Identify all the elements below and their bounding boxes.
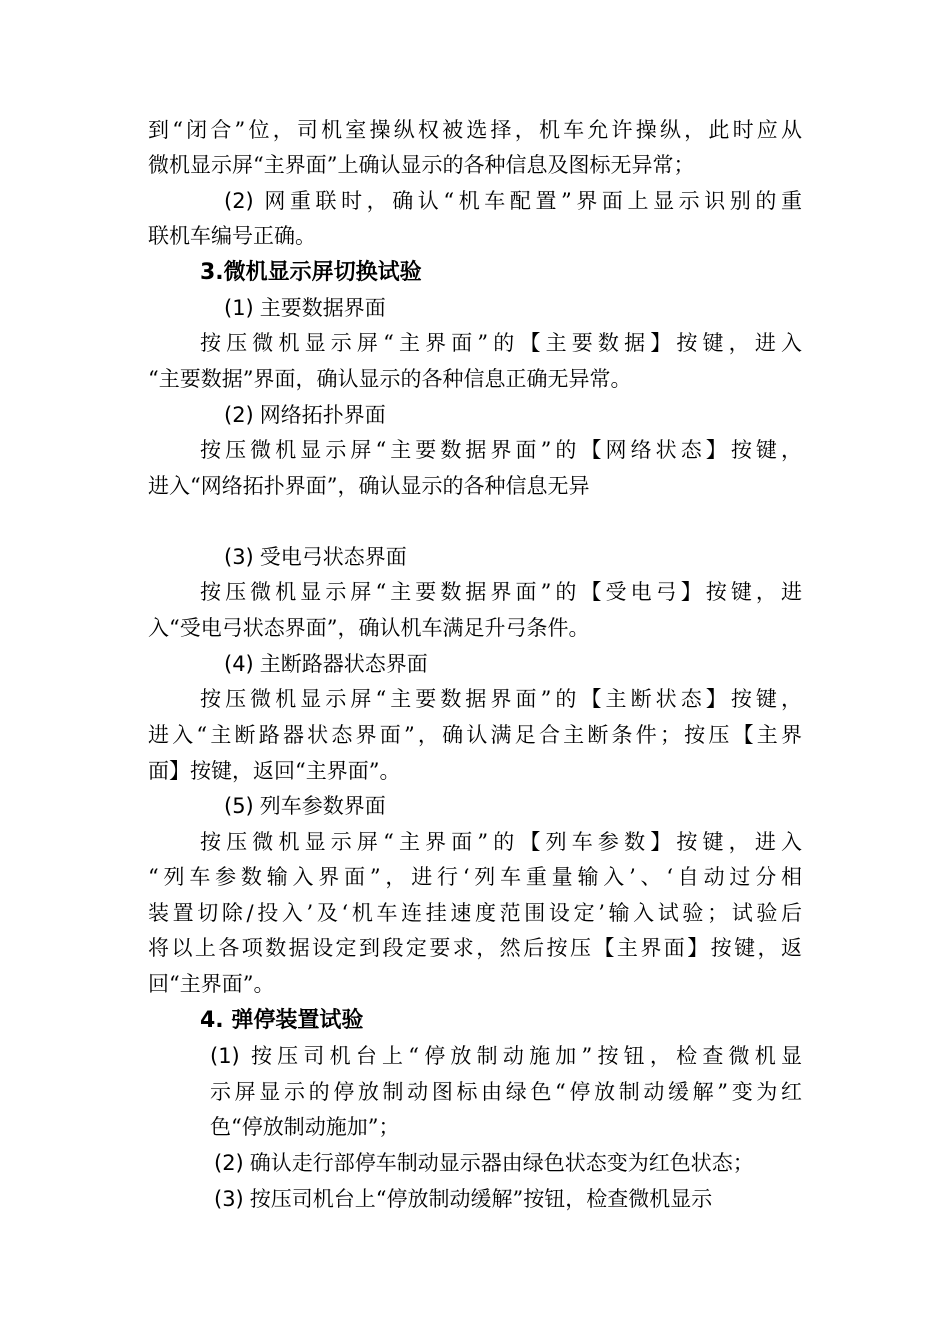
text-line: 色“停放制动施加”； [210,1115,400,1139]
text-line: “主要数据”界面，确认显示的各种信息正确无异常。 [148,367,632,391]
text-line: 示屏显示的停放制动图标由绿色“停放制动缓解”变为红 [210,1080,802,1104]
item-text: 按压司机台上“停放制动施加”按钮，检查微机显 [245,1044,802,1068]
text-line: “列车参数输入界面”，进行‘列车重量输入’、‘自动过分相 [148,865,802,889]
item-text: 列车参数界面 [259,794,386,818]
text-line: 入“受电弓状态界面”，确认机车满足升弓条件。 [148,616,590,640]
text-line: 按压微机显示屏“主界面”的【主要数据】按键，进入 [200,331,802,355]
item-number: (4) [224,652,254,676]
text-line: 面】按键，返回“主界面”。 [148,759,401,783]
item-number: (2) [224,189,254,213]
text-line [210,1041,802,1071]
text-line: 按压微机显示屏“主要数据界面”的【主断状态】按键， [200,687,802,711]
text-line: 到“闭合”位，司机室操纵权被选择，机车允许操纵，此时应从 [148,118,802,142]
text-line: 将以上各项数据设定到段定要求，然后按压【主界面】按键，返 [148,936,802,960]
item-number: (5) [224,794,254,818]
text-line [214,1148,754,1178]
subsection-title [224,400,386,430]
section-heading: 3.微机显示屏切换试验 [200,260,422,285]
text-line: 回“主界面”。 [148,972,275,996]
subsection-title [224,649,428,679]
item-text: 受电弓状态界面 [259,545,407,569]
item-text: 确认走行部停车制动显示器由绿色状态变为红色状态； [249,1151,754,1175]
text-line: 装置切除/投入’及‘机车连挂速度范围设定’输入试验；试验后 [148,901,802,925]
text-line: 进入“网络拓扑界面”，确认显示的各种信息无异 [148,474,590,498]
text-line: 联机车编号正确。 [148,224,316,248]
text-line: 进入“主断路器状态界面”，确认满足合主断条件；按压【主界 [148,723,802,747]
item-number: (3) [224,545,254,569]
text-line: 微机显示屏“主界面”上确认显示的各种信息及图标无异常； [148,153,695,177]
item-text: 网重联时，确认“机车配置”界面上显示识别的重 [259,189,802,213]
text-line [214,1184,712,1214]
item-number: (1) [210,1044,240,1068]
item-text: 主要数据界面 [259,296,386,320]
subsection-title [224,791,386,821]
text-line: 按压微机显示屏“主要数据界面”的【网络状态】按键， [200,438,802,462]
text-line: 按压微机显示屏“主要数据界面”的【受电弓】按键，进 [200,580,802,604]
section-heading: 4. 弹停装置试验 [200,1008,364,1033]
item-number: (2) [214,1151,244,1175]
item-number: (3) [214,1187,244,1211]
subsection-title [224,293,386,323]
text-line: 按压微机显示屏“主界面”的【列车参数】按键，进入 [200,830,802,854]
item-text: 网络拓扑界面 [259,403,386,427]
text-line [224,186,802,216]
item-text: 主断路器状态界面 [259,652,428,676]
item-number: (1) [224,296,254,320]
item-text: 按压司机台上“停放制动缓解”按钮，检查微机显示 [249,1187,713,1211]
item-number: (2) [224,403,254,427]
subsection-title [224,542,407,572]
